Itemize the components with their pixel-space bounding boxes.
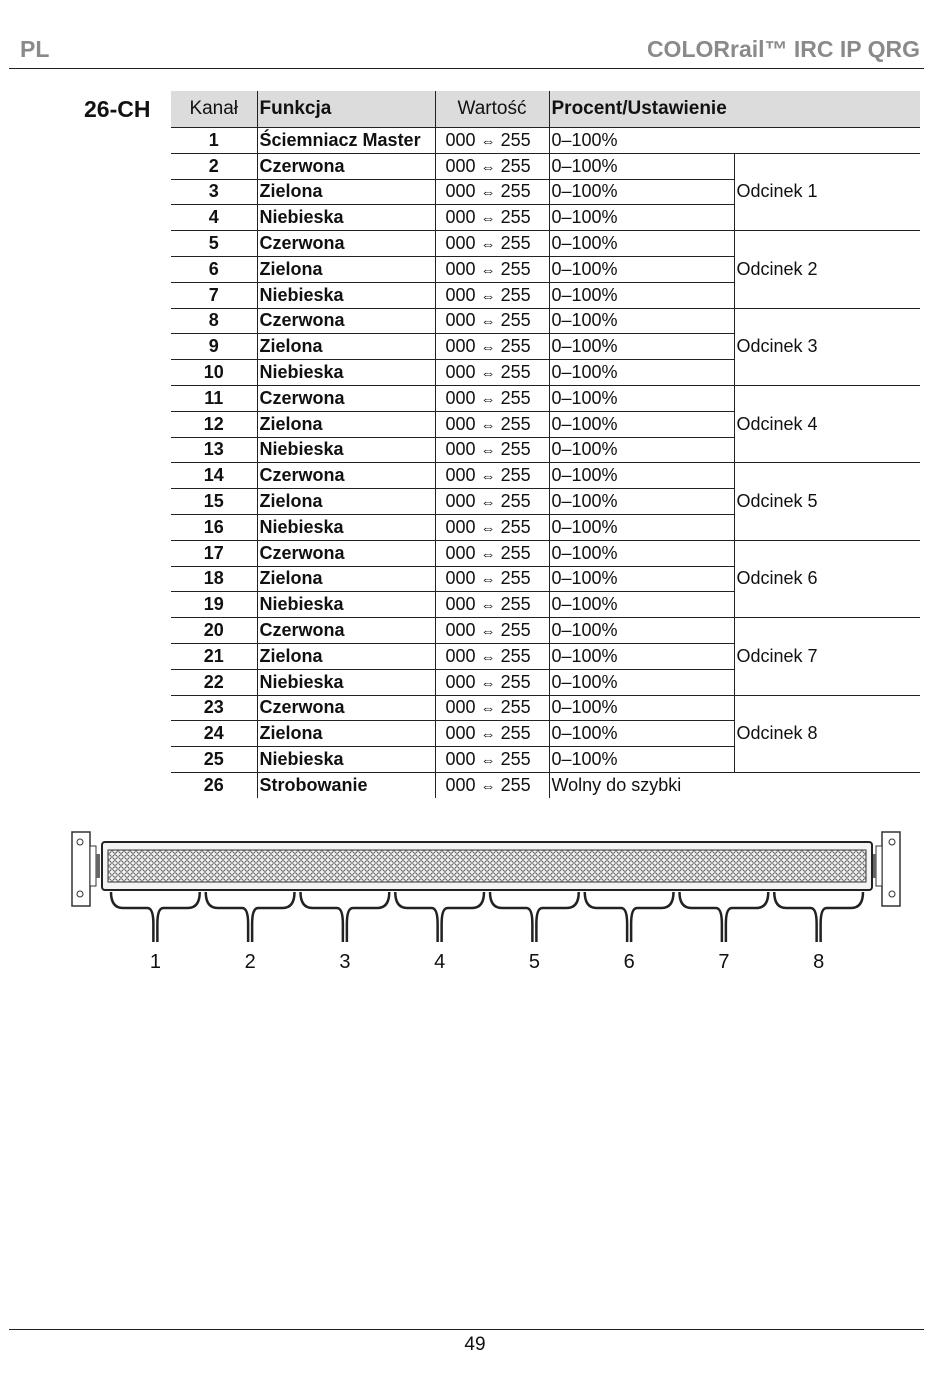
- channel-function: Czerwona: [257, 308, 435, 334]
- channel-percent: 0–100%: [549, 463, 734, 489]
- channel-number: 4: [171, 205, 257, 231]
- channel-function: Zielona: [257, 334, 435, 360]
- segment-label: Odcinek 1: [734, 153, 920, 230]
- channel-value-range: [435, 540, 549, 566]
- right-bracket: [872, 832, 900, 906]
- channel-number: 19: [171, 592, 257, 618]
- channel-value-range: [435, 514, 549, 540]
- channel-value-range: [435, 231, 549, 257]
- channel-percent: 0–100%: [549, 514, 734, 540]
- value-min: 000: [445, 491, 476, 512]
- channel-function: Niebieska: [257, 205, 435, 231]
- channel-percent: 0–100%: [549, 179, 734, 205]
- range-arrow-icon: ⇔: [480, 674, 496, 692]
- range-arrow-icon: ⇔: [480, 158, 496, 176]
- table-row: [171, 128, 920, 154]
- segment-number: 2: [244, 951, 256, 973]
- value-min: 000: [445, 568, 476, 589]
- value-max: 255: [500, 568, 531, 589]
- value-min: 000: [445, 258, 476, 279]
- range-arrow-icon: ⇔: [480, 442, 496, 460]
- channel-number: 12: [171, 411, 257, 437]
- range-arrow-icon: ⇔: [480, 700, 496, 718]
- table-row: [171, 231, 920, 257]
- range-arrow-icon: ⇔: [480, 494, 496, 512]
- channel-value-range: [435, 256, 549, 282]
- channel-function: Czerwona: [257, 463, 435, 489]
- table-row: [171, 463, 920, 489]
- segment-braces: [111, 892, 863, 942]
- range-arrow-icon: ⇔: [480, 132, 496, 150]
- channel-percent: 0–100%: [549, 669, 734, 695]
- channel-number: 14: [171, 463, 257, 489]
- table-row: [171, 153, 920, 179]
- value-max: 255: [500, 491, 531, 512]
- value-min: 000: [445, 310, 476, 331]
- channel-number: 5: [171, 231, 257, 257]
- value-min: 000: [445, 181, 476, 202]
- value-max: 255: [500, 439, 531, 460]
- header-rule: [9, 68, 924, 69]
- value-max: 255: [500, 362, 531, 383]
- channel-function: Niebieska: [257, 514, 435, 540]
- value-min: 000: [445, 233, 476, 254]
- value-min: 000: [445, 594, 476, 615]
- led-array: [108, 850, 866, 882]
- segment-brace: [680, 892, 769, 942]
- channel-value-range: [435, 360, 549, 386]
- channel-number: 26: [171, 772, 257, 797]
- header-percent: Procent/Ustawienie: [549, 91, 920, 128]
- channel-percent: 0–100%: [549, 282, 734, 308]
- channel-number: 21: [171, 643, 257, 669]
- segment-label: Odcinek 7: [734, 618, 920, 695]
- segment-number: 7: [718, 951, 730, 973]
- segment-label: Odcinek 5: [734, 463, 920, 540]
- channel-function: Czerwona: [257, 540, 435, 566]
- value-max: 255: [500, 181, 531, 202]
- channel-percent: 0–100%: [549, 643, 734, 669]
- channel-function: Czerwona: [257, 385, 435, 411]
- channel-value-range: [435, 282, 549, 308]
- value-min: 000: [445, 671, 476, 692]
- channel-function: Niebieska: [257, 360, 435, 386]
- channel-function: Strobowanie: [257, 772, 435, 797]
- channel-number: 22: [171, 669, 257, 695]
- channel-value-range: [435, 618, 549, 644]
- value-max: 255: [500, 310, 531, 331]
- channel-mode-label: 26-CH: [84, 96, 151, 122]
- channel-function: Czerwona: [257, 695, 435, 721]
- channel-value-range: [435, 179, 549, 205]
- value-max: 255: [500, 336, 531, 357]
- channel-percent: 0–100%: [549, 566, 734, 592]
- header-language: PL: [20, 36, 50, 62]
- range-arrow-icon: ⇔: [480, 416, 496, 434]
- channel-percent: 0–100%: [549, 618, 734, 644]
- header-value: Wartość: [435, 91, 549, 128]
- channel-percent: 0–100%: [549, 308, 734, 334]
- channel-number: 17: [171, 540, 257, 566]
- channel-function: Zielona: [257, 411, 435, 437]
- value-max: 255: [500, 516, 531, 537]
- channel-function: Czerwona: [257, 231, 435, 257]
- value-max: 255: [500, 155, 531, 176]
- channel-percent: 0–100%: [549, 153, 734, 179]
- channel-function: Zielona: [257, 489, 435, 515]
- segment-number: 5: [528, 951, 540, 973]
- channel-number: 16: [171, 514, 257, 540]
- channel-value-range: [435, 489, 549, 515]
- channel-percent: 0–100%: [549, 385, 734, 411]
- channel-value-range: [435, 669, 549, 695]
- channel-percent: 0–100%: [549, 128, 920, 154]
- segment-numbers: [150, 951, 824, 973]
- channel-function: Czerwona: [257, 618, 435, 644]
- segment-label: Odcinek 8: [734, 695, 920, 772]
- table-header-row: [171, 91, 920, 128]
- channel-number: 8: [171, 308, 257, 334]
- left-bracket: [72, 832, 100, 906]
- segment-label: Odcinek 4: [734, 385, 920, 462]
- value-max: 255: [500, 774, 531, 795]
- range-arrow-icon: ⇔: [480, 287, 496, 305]
- channel-percent: 0–100%: [549, 360, 734, 386]
- channel-number: 3: [171, 179, 257, 205]
- channel-function: Zielona: [257, 566, 435, 592]
- value-min: 000: [445, 439, 476, 460]
- table-row: [171, 695, 920, 721]
- value-min: 000: [445, 516, 476, 537]
- range-arrow-icon: ⇔: [480, 468, 496, 486]
- channel-percent: 0–100%: [549, 540, 734, 566]
- range-arrow-icon: ⇔: [480, 571, 496, 589]
- channel-percent: 0–100%: [549, 489, 734, 515]
- page-number: 49: [464, 1334, 486, 1355]
- channel-value-range: [435, 592, 549, 618]
- value-max: 255: [500, 620, 531, 641]
- channel-value-range: [435, 772, 549, 797]
- channel-percent: 0–100%: [549, 231, 734, 257]
- footer-rule: [9, 1329, 924, 1330]
- channel-value-range: [435, 463, 549, 489]
- segment-brace: [395, 892, 484, 942]
- value-min: 000: [445, 284, 476, 305]
- value-max: 255: [500, 542, 531, 563]
- value-max: 255: [500, 645, 531, 666]
- range-arrow-icon: ⇔: [480, 390, 496, 408]
- channel-function: Niebieska: [257, 747, 435, 773]
- segment-label: Odcinek 3: [734, 308, 920, 385]
- channel-value-range: [435, 411, 549, 437]
- range-arrow-icon: ⇔: [480, 726, 496, 744]
- channel-number: 2: [171, 153, 257, 179]
- segment-brace: [490, 892, 579, 942]
- value-min: 000: [445, 774, 476, 795]
- value-min: 000: [445, 542, 476, 563]
- value-max: 255: [500, 697, 531, 718]
- value-min: 000: [445, 697, 476, 718]
- value-max: 255: [500, 749, 531, 770]
- value-max: 255: [500, 129, 531, 150]
- channel-function: Zielona: [257, 179, 435, 205]
- channel-number: 18: [171, 566, 257, 592]
- channel-number: 23: [171, 695, 257, 721]
- segment-number: 3: [339, 951, 351, 973]
- channel-function: Niebieska: [257, 282, 435, 308]
- channel-value-range: [435, 128, 549, 154]
- value-min: 000: [445, 207, 476, 228]
- channel-value-range: [435, 695, 549, 721]
- channel-value-range: [435, 721, 549, 747]
- value-min: 000: [445, 645, 476, 666]
- value-min: 000: [445, 155, 476, 176]
- value-min: 000: [445, 129, 476, 150]
- value-min: 000: [445, 749, 476, 770]
- range-arrow-icon: ⇔: [480, 597, 496, 615]
- channel-function: Zielona: [257, 256, 435, 282]
- range-arrow-icon: ⇔: [480, 648, 496, 666]
- value-max: 255: [500, 233, 531, 254]
- range-arrow-icon: ⇔: [480, 210, 496, 228]
- channel-function: Niebieska: [257, 437, 435, 463]
- value-max: 255: [500, 207, 531, 228]
- fixture-segment-diagram: [64, 824, 910, 984]
- channel-value-range: [435, 643, 549, 669]
- range-arrow-icon: ⇔: [480, 545, 496, 563]
- value-max: 255: [500, 258, 531, 279]
- value-min: 000: [445, 336, 476, 357]
- channel-number: 7: [171, 282, 257, 308]
- channel-value-range: [435, 153, 549, 179]
- channel-number: 25: [171, 747, 257, 773]
- value-min: 000: [445, 362, 476, 383]
- channel-number: 15: [171, 489, 257, 515]
- value-max: 255: [500, 387, 531, 408]
- channel-percent: Wolny do szybki: [551, 774, 682, 795]
- value-min: 000: [445, 387, 476, 408]
- range-arrow-icon: ⇔: [480, 623, 496, 641]
- range-arrow-icon: ⇔: [480, 313, 496, 331]
- channel-value-range: [435, 437, 549, 463]
- header-function: Funkcja: [257, 91, 435, 128]
- segment-number: 8: [813, 951, 825, 973]
- channel-number: 20: [171, 618, 257, 644]
- range-arrow-icon: ⇔: [480, 777, 496, 795]
- value-min: 000: [445, 620, 476, 641]
- segment-label: Odcinek 2: [734, 231, 920, 308]
- channel-percent: 0–100%: [549, 695, 734, 721]
- channel-percent: 0–100%: [549, 256, 734, 282]
- value-max: 255: [500, 413, 531, 434]
- segment-brace: [206, 892, 295, 942]
- channel-value-range: [435, 205, 549, 231]
- header-channel: Kanał: [171, 91, 257, 128]
- value-min: 000: [445, 723, 476, 744]
- value-min: 000: [445, 413, 476, 434]
- range-arrow-icon: ⇔: [480, 236, 496, 254]
- table-row: [171, 540, 920, 566]
- segment-label: Odcinek 6: [734, 540, 920, 617]
- channel-percent: 0–100%: [549, 334, 734, 360]
- channel-number: 10: [171, 360, 257, 386]
- value-min: 000: [445, 465, 476, 486]
- channel-value-range: [435, 308, 549, 334]
- table-row: [171, 772, 920, 797]
- range-arrow-icon: ⇔: [480, 752, 496, 770]
- channel-percent: 0–100%: [549, 592, 734, 618]
- range-arrow-icon: ⇔: [480, 519, 496, 537]
- value-max: 255: [500, 723, 531, 744]
- value-max: 255: [500, 284, 531, 305]
- range-arrow-icon: ⇔: [480, 365, 496, 383]
- channel-function: Ściemniacz Master: [257, 128, 435, 154]
- channel-percent: 0–100%: [549, 747, 734, 773]
- segment-brace: [301, 892, 390, 942]
- dmx-channel-table: [171, 91, 920, 798]
- channel-function: Niebieska: [257, 669, 435, 695]
- range-arrow-icon: ⇔: [480, 184, 496, 202]
- segment-brace: [585, 892, 674, 942]
- channel-function: Niebieska: [257, 592, 435, 618]
- channel-number: 1: [171, 128, 257, 154]
- channel-function: Czerwona: [257, 153, 435, 179]
- table-row: [171, 308, 920, 334]
- channel-percent: 0–100%: [549, 721, 734, 747]
- table-row: [171, 385, 920, 411]
- segment-number: 6: [623, 951, 635, 973]
- value-max: 255: [500, 671, 531, 692]
- channel-number: 13: [171, 437, 257, 463]
- channel-number: 11: [171, 385, 257, 411]
- channel-number: 9: [171, 334, 257, 360]
- channel-function: Zielona: [257, 643, 435, 669]
- channel-value-range: [435, 385, 549, 411]
- value-max: 255: [500, 465, 531, 486]
- channel-function: Zielona: [257, 721, 435, 747]
- channel-number: 6: [171, 256, 257, 282]
- channel-value-range: [435, 747, 549, 773]
- segment-number: 1: [149, 951, 161, 973]
- channel-number: 24: [171, 721, 257, 747]
- table-row: [171, 618, 920, 644]
- segment-brace: [111, 892, 200, 942]
- channel-percent: 0–100%: [549, 411, 734, 437]
- segment-number: 4: [434, 951, 446, 973]
- header-title: COLORrail™ IRC IP QRG: [646, 36, 920, 62]
- segment-brace: [774, 892, 863, 942]
- channel-percent: 0–100%: [549, 437, 734, 463]
- range-arrow-icon: ⇔: [480, 261, 496, 279]
- channel-percent: 0–100%: [549, 205, 734, 231]
- value-max: 255: [500, 594, 531, 615]
- channel-value-range: [435, 334, 549, 360]
- channel-value-range: [435, 566, 549, 592]
- range-arrow-icon: ⇔: [480, 339, 496, 357]
